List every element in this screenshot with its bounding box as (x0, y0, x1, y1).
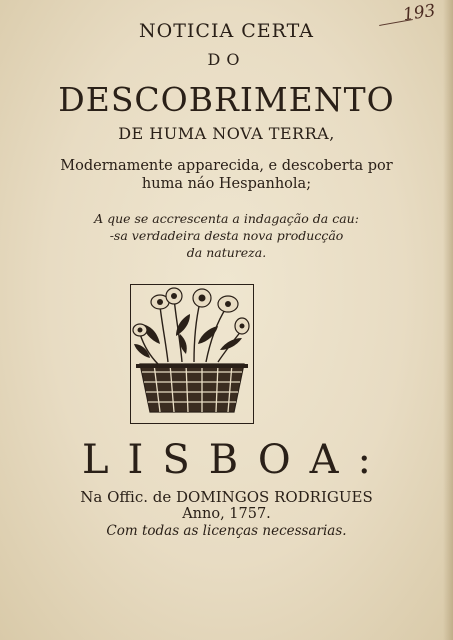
title-line-descobrimento: DESCOBRIMENTO (58, 80, 395, 119)
imprint-printer: Na Offic. de DOMINGOS RODRIGUES (80, 488, 373, 506)
title-line-do: DO (207, 50, 246, 69)
italic-line-3: da natureza. (186, 245, 267, 260)
imprint-city: LISBOA: (81, 437, 391, 483)
italic-line-1: A que se accrescenta a indagação da cau: (94, 211, 359, 226)
folio-number: 193 (401, 0, 437, 26)
subtitle-line-2: huma náo Hespanhola; (141, 176, 312, 192)
imprint-license: Com todas as licenças necessarias. (106, 523, 347, 539)
imprint-year: Anno, 1757. (182, 506, 271, 522)
title-line-noticia-certa: NOTICIA CERTA (139, 20, 314, 42)
flower-basket-woodcut-icon (130, 284, 254, 424)
italic-line-2: -sa verdadeira desta nova producção (109, 228, 344, 243)
title-line-nova-terra: DE HUMA NOVA TERRA, (118, 124, 335, 143)
subtitle-line-1: Modernamente apparecida, e descoberta por (60, 158, 393, 174)
